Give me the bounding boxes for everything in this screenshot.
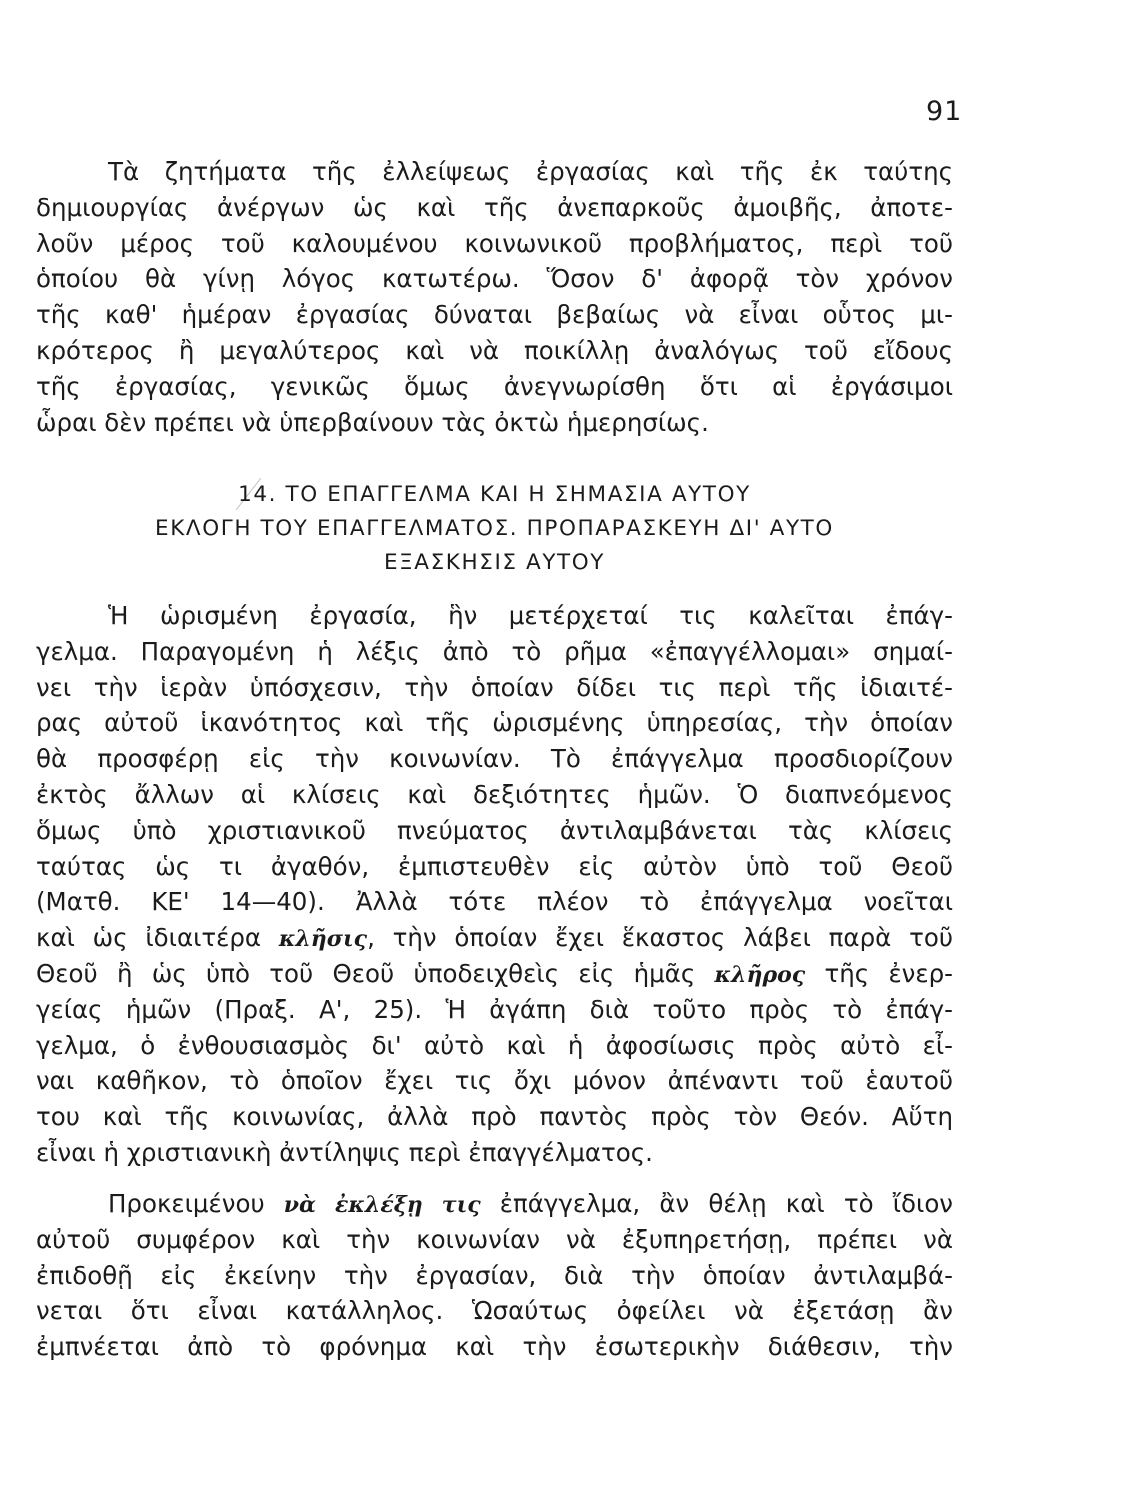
line-text: , τὴν ὁποίαν ἔχει ἕκαστος λάβει παρὰ τοῦ [367,923,953,953]
line-text: Θεοῦ ἢ ὡς ὑπὸ τοῦ Θεοῦ ὑποδειχθεὶς εἰς ἡμᾶς [36,958,715,988]
text-line: τῆς ἐργασίας, γενικῶς ὅμως ἀνεγνωρίσθη ὅτι αἱ ἐργάσιμοι [36,371,953,401]
text-line: ταύτας ὡς τι ἀγαθόν, ἐμπιστευθὲν εἰς αὐτὸν ὑπὸ τοῦ Θεοῦ [36,851,953,881]
text-line: εἶναι ἡ χριστιανικὴ ἀντίληψις περὶ ἐπαγγέλματος. [36,1137,653,1167]
text-line: αὐτοῦ συμφέρον καὶ τὴν κοινωνίαν νὰ ἐξυπηρετήσῃ, πρέπει νὰ [36,1224,953,1254]
paragraph-3 [36,1186,953,1365]
paragraph-1 [36,154,953,440]
text-line: ρας αὐτοῦ ἱκανότητος καὶ τῆς ὡρισμένης ὑπηρεσίας, τὴν ὁποίαν [36,708,953,738]
text-line: (Ματθ. ΚΕ' 14—40). Ἀλλὰ τότε πλέον τὸ ἐπάγγελμα νοεῖται [36,887,953,917]
text-line: θὰ προσφέρῃ εἰς τὴν κοινωνίαν. Τὸ ἐπάγγελμα προσδιορίζουν [36,744,953,774]
text-line: Τὰ ζητήματα τῆς ἐλλείψεως ἐργασίας καὶ τῆς ἐκ ταύτης [108,157,953,186]
page-number: 91 [926,96,963,127]
text-line: νεται ὅτι εἶναι κατάλληλος. Ὡσαύτως ὀφείλει νὰ ἐξετάσῃ ἂν [36,1296,953,1326]
text-line: λοῦν μέρος τοῦ καλουμένου κοινωνικοῦ προβλήματος, περὶ τοῦ [36,228,953,258]
text-line: κρότερος ἢ μεγαλύτερος καὶ νὰ ποικίλλῃ ἀναλόγως τοῦ εἴδους [36,335,953,365]
text-line: τῆς καθ' ἡμέραν ἐργασίας δύναται βεβαίως νὰ εἶναι οὗτος μι- [36,300,953,330]
paragraph-2 [36,598,953,1171]
text-line [36,1186,953,1222]
text-line: ἐκτὸς ἄλλων αἱ κλίσεις καὶ δεξιότητες ἡμῶν. Ὁ διαπνεόμενος [36,779,953,809]
emphasis-klisis: κλῆσις [278,926,368,953]
text-line: Ἡ ὡρισμένη ἐργασία, ἣν μετέρχεταί τις καλεῖται ἐπάγ- [108,601,953,630]
section-heading [36,478,953,580]
emphasis-kliros: κλῆρος [714,961,806,988]
text-line: νει τὴν ἱερὰν ὑπόσχεσιν, τὴν ὁποίαν δίδει τις περὶ τῆς ἰδιαιτέ- [36,672,953,702]
line-text: καὶ ὡς ἰδιαιτέρα [36,923,279,953]
text-line: γελμα, ὁ ἐνθουσιασμὸς δι' αὐτὸ καὶ ἡ ἀφοσίωσις πρὸς αὐτὸ εἶ- [36,1030,953,1060]
text-line [36,956,953,992]
line-text: Προκειμένου [108,1189,284,1218]
text-line: δημιουργίας ἀνέργων ὡς καὶ τῆς ἀνεπαρκοῦς ἀμοιβῆς, ἀποτε- [36,192,953,222]
text-line: ναι καθῆκον, τὸ ὁποῖον ἔχει τις ὄχι μόνον ἀπέναντι τοῦ ἑαυτοῦ [36,1066,953,1096]
heading-line-2: ΕΚΛΟΓΗ ΤΟΥ ΕΠΑΓΓΕΛΜΑΤΟΣ. ΠΡΟΠΑΡΑΣΚΕΥΗ ΔΙ' ΑΥΤΟ [155,516,834,541]
text-line: του καὶ τῆς κοινωνίας, ἀλλὰ πρὸ παντὸς πρὸς τὸν Θεόν. Αὕτη [36,1102,953,1132]
text-line: ὅμως ὑπὸ χριστιανικοῦ πνεύματος ἀντιλαμβάνεται τὰς κλίσεις [36,815,953,845]
heading-line-1: 14. ΤΟ ΕΠΑΓΓΕΛΜΑ ΚΑΙ Η ΣΗΜΑΣΙΑ ΑΥΤΟΥ [238,482,751,507]
text-line: ἐμπνέεται ἀπὸ τὸ φρόνημα καὶ τὴν ἐσωτερικὴν διάθεσιν, τὴν [36,1332,953,1362]
text-line [36,920,953,956]
text-line: γελμα. Παραγομένη ἡ λέξις ἀπὸ τὸ ρῆμα «ἐπαγγέλλομαι» σημαί- [36,636,953,666]
text-line: ἐπιδοθῇ εἰς ἐκείνην τὴν ἐργασίαν, διὰ τὴν ὁποίαν ἀντιλαμβά- [36,1260,953,1290]
line-text: τῆς ἐνερ- [805,958,953,988]
emphasis-na-eklexi-tis: νὰ ἐκλέξῃ τις [283,1192,481,1218]
line-text: ἐπάγγελμα, ἂν θέλῃ καὶ τὸ ἴδιον [480,1189,953,1218]
text-line: ὁποίου θὰ γίνῃ λόγος κατωτέρω. Ὅσον δ' ἀφορᾷ τὸν χρόνον [36,264,953,294]
heading-line-3: ΕΞΑΣΚΗΣΙΣ ΑΥΤΟΥ [383,550,606,575]
text-line: ὧραι δὲν πρέπει νὰ ὑπερβαίνουν τὰς ὀκτὼ ἡμερησίως. [36,407,709,437]
text-line: γείας ἡμῶν (Πραξ. Α', 25). Ἡ ἀγάπη διὰ τοῦτο πρὸς τὸ ἐπάγ- [36,994,953,1024]
